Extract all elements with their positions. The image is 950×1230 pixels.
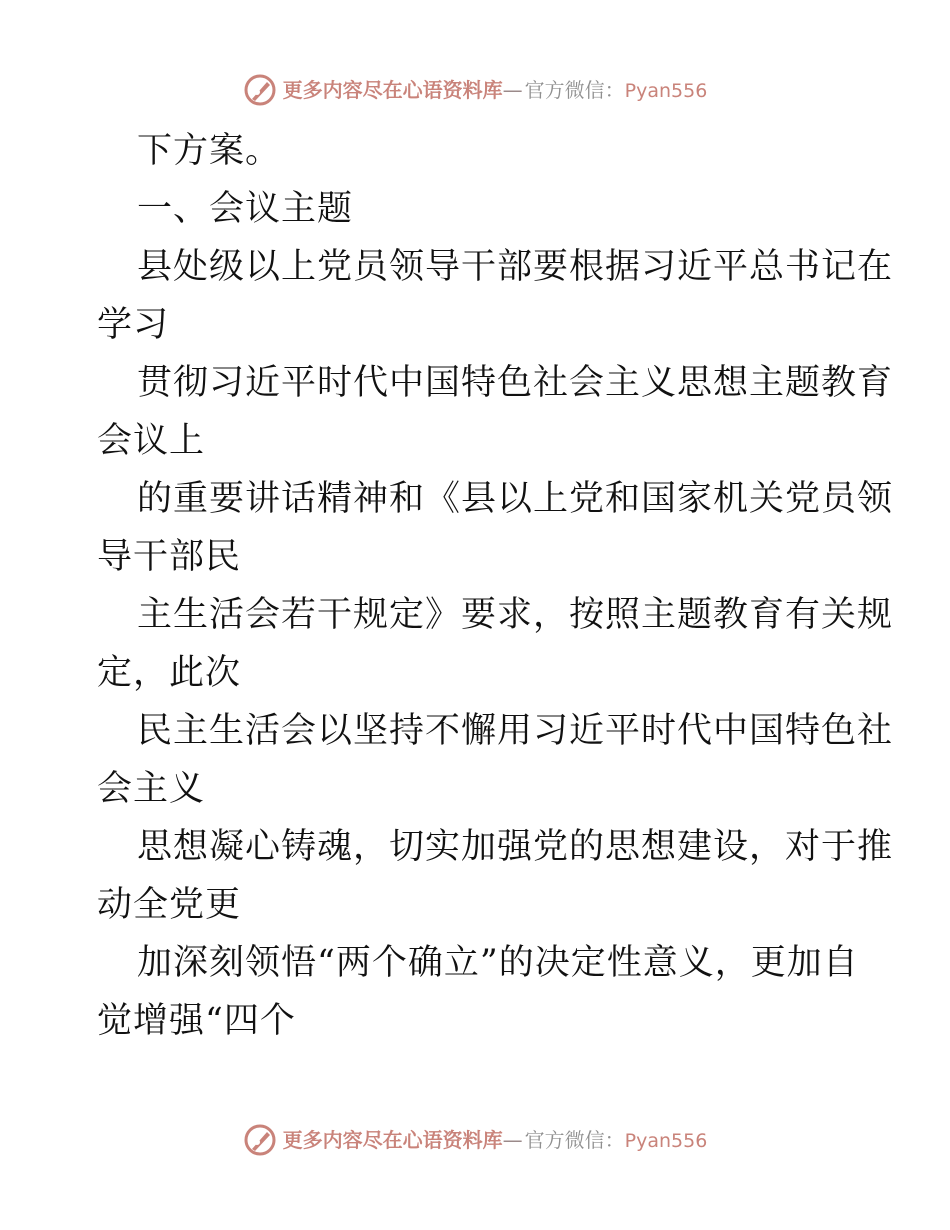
footer-watermark xyxy=(0,1120,950,1160)
body-line: 会议上 xyxy=(97,421,206,461)
body-line: 下方案。 xyxy=(137,131,282,171)
body-line: 定，此次 xyxy=(97,653,242,693)
document-body xyxy=(97,122,894,1050)
body-line: 一、会议主题 xyxy=(137,189,354,229)
footer-wechat-id: Pyan556 xyxy=(624,1129,708,1152)
header-brand-text: 更多内容尽在心语资料库 xyxy=(282,77,503,102)
body-line: 思想凝心铸魂，切实加强党的思想建设，对于推 xyxy=(137,827,894,867)
body-line: 学习 xyxy=(97,305,170,345)
body-line: 县处级以上党员领导干部要根据习近平总书记在 xyxy=(137,247,894,287)
body-line: 觉增强“四个 xyxy=(97,1001,296,1041)
body-line: 主生活会若干规定》要求，按照主题教育有关规 xyxy=(137,595,894,635)
body-line: 会主义 xyxy=(97,769,206,809)
body-line: 的重要讲话精神和《县以上党和国家机关党员领 xyxy=(137,479,894,519)
footer-brand-text: 更多内容尽在心语资料库 xyxy=(282,1127,503,1152)
header-separator: — xyxy=(502,77,523,102)
body-line: 民主生活会以坚持不懈用习近平时代中国特色社 xyxy=(137,711,894,751)
body-line: 贯彻习近平时代中国特色社会主义思想主题教育 xyxy=(137,363,894,403)
header-watermark xyxy=(0,70,950,110)
header-official-label: 官方微信： xyxy=(524,77,625,102)
body-line: 加深刻领悟“两个确立”的决定性意义，更加自 xyxy=(137,943,859,983)
body-line: 动全党更 xyxy=(97,885,242,925)
footer-separator: — xyxy=(502,1127,523,1152)
header-wechat-id: Pyan556 xyxy=(624,79,708,102)
pen-logo-icon xyxy=(243,73,277,107)
pen-logo-icon xyxy=(243,1123,277,1157)
footer-official-label: 官方微信： xyxy=(524,1127,625,1152)
body-line: 导干部民 xyxy=(97,537,242,577)
